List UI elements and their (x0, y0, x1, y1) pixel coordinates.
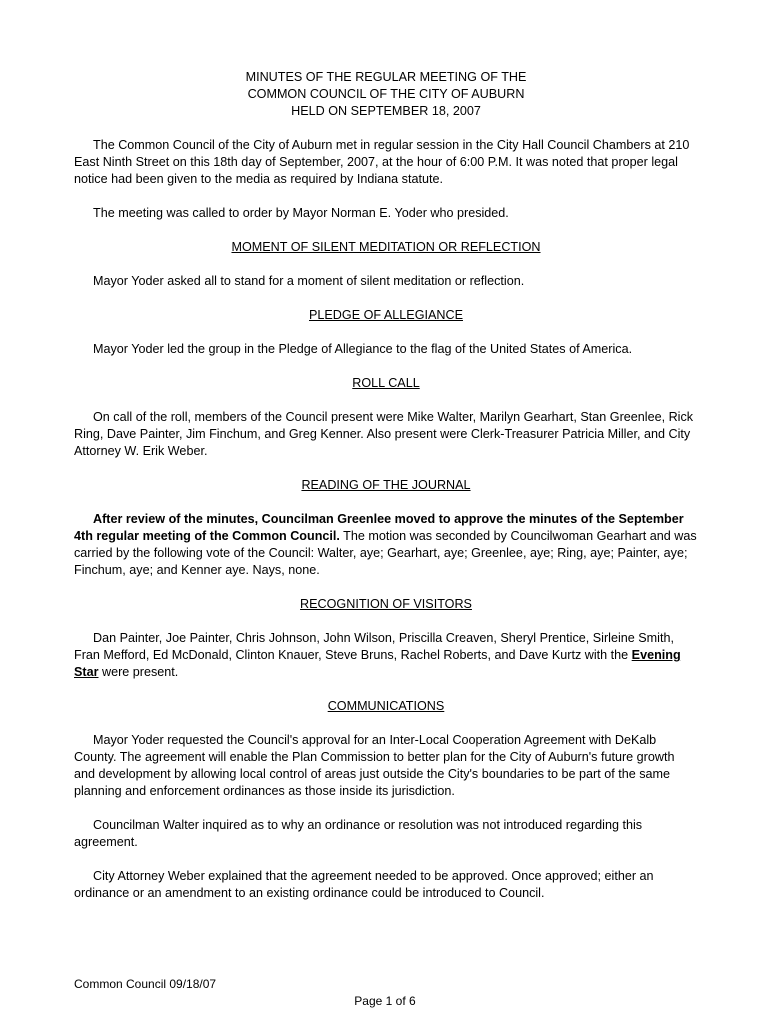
pledge-heading: PLEDGE OF ALLEGIANCE (309, 308, 463, 322)
roll-call-paragraph: On call of the roll, members of the Council present were Mike Walter, Marilyn Gearhart, Stan Greenlee, Rick Ring, Dave Painter, Jim Finchum, and Greg Kenner. Also present were Clerk-Treasurer Patricia Miller, and City Attorney W. Erik Weber. (74, 410, 694, 458)
intro-paragraph: The Common Council of the City of Auburn met in regular session in the City Hall Council Chambers at 210 East Ninth Street on this 18th day of September, 2007, at the hour of 6:00 P.M. It was noted that proper legal notice had been given to the media as required by Indiana statute. (74, 138, 690, 186)
meditation-paragraph: Mayor Yoder asked all to stand for a moment of silent meditation or reflection. (93, 274, 525, 288)
footer-document-label: Common Council 09/18/07 (74, 977, 217, 991)
call-to-order-paragraph: The meeting was called to order by Mayor Norman E. Yoder who presided. (93, 206, 509, 220)
communications-paragraph-3: City Attorney Weber explained that the agreement needed to be approved. Once approved; either an ordinance or an amendment to an existing ordinance could be introduced to Council. (74, 869, 654, 900)
title-line-3: HELD ON SEPTEMBER 18, 2007 (291, 104, 481, 118)
communications-heading: COMMUNICATIONS (327, 699, 445, 713)
journal-vote-text: The motion was seconded by Councilwoman Gearhart and was carried by the following vote of the Council: Walter, aye; Gearhart, aye; Greenlee, aye; Ring, aye; Painter, aye; Finchum, aye; and Kenner aye. Nays, none. (74, 529, 697, 577)
communications-paragraph-2: Councilman Walter inquired as to why an ordinance or resolution was not introduced regarding this agreement. (74, 818, 643, 849)
visitors-closing-text: were present. (98, 665, 179, 679)
pledge-paragraph: Mayor Yoder led the group in the Pledge of Allegiance to the flag of the United States of America. (93, 342, 633, 356)
roll-call-heading: ROLL CALL (352, 376, 420, 390)
visitors-heading: RECOGNITION OF VISITORS (300, 597, 472, 611)
newspaper-name: Evening Star (74, 648, 681, 679)
journal-heading: READING OF THE JOURNAL (301, 478, 471, 492)
communications-paragraph-1: Mayor Yoder requested the Council's approval for an Inter-Local Cooperation Agreement with DeKalb County. The agreement will enable the Plan Commission to better plan for the City of Auburn's future growth and development by allowing local control of areas just outside the City's boundaries to be part of the same planning and enforcement ordinances as those inside its jurisdiction. (74, 733, 675, 798)
title-line-1: MINUTES OF THE REGULAR MEETING OF THE (245, 70, 527, 84)
journal-motion-text: After review of the minutes, Councilman Greenlee moved to approve the minutes of the September 4th regular meeting of the Common Council. (74, 512, 684, 543)
title-line-2: COMMON COUNCIL OF THE CITY OF AUBURN (247, 87, 525, 101)
document-page (74, 69, 698, 919)
meditation-heading: MOMENT OF SILENT MEDITATION OR REFLECTION (231, 240, 541, 254)
journal-paragraph (74, 511, 698, 579)
visitors-names-text: Dan Painter, Joe Painter, Chris Johnson, John Wilson, Priscilla Creaven, Sheryl Prentice, Sirleine Smith, Fran Mefford, Ed McDonald, Clinton Knauer, Steve Bruns, Rachel Roberts, and Dave Kurtz with the (74, 631, 674, 662)
page-number: Page 1 of 6 (354, 994, 416, 1008)
document-title (74, 69, 698, 120)
visitors-paragraph (74, 630, 698, 681)
